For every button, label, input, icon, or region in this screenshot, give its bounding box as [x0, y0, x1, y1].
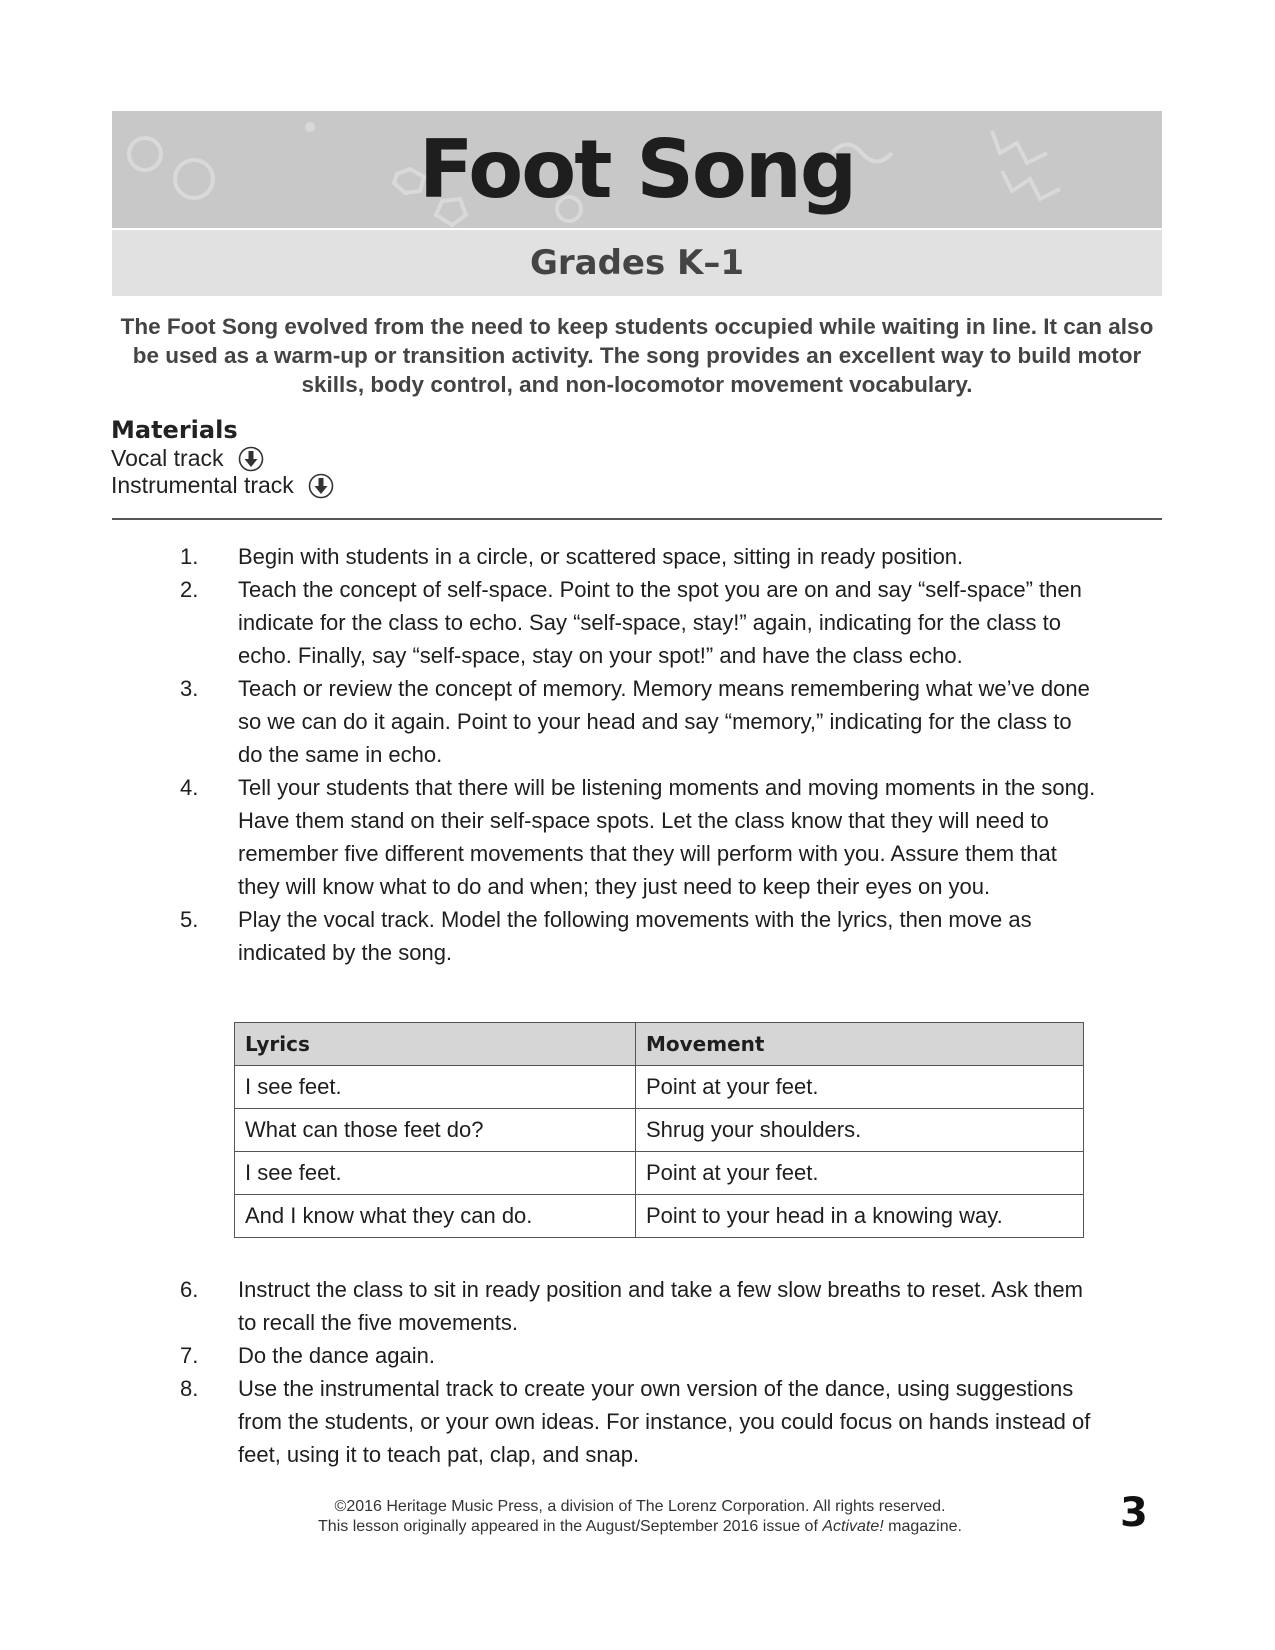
steps-list-continued — [180, 1273, 1100, 1471]
origin-text-end: magazine. — [883, 1518, 962, 1535]
step-number: 4. — [180, 775, 199, 800]
download-icon[interactable] — [238, 446, 264, 472]
magazine-name: Activate! — [822, 1518, 884, 1535]
copyright-line: ©2016 Heritage Music Press, a division of The Lorenz Corporation. All rights reserved. — [334, 1498, 946, 1515]
divider — [112, 518, 1162, 520]
step-number: 7. — [180, 1343, 199, 1368]
materials-section — [111, 415, 711, 499]
lyric-cell: What can those feet do? — [235, 1109, 636, 1152]
list-item — [180, 1273, 1100, 1339]
list-item — [180, 573, 1100, 672]
list-item — [180, 540, 1100, 573]
table-row — [235, 1152, 1084, 1195]
table-row — [235, 1195, 1084, 1238]
intro-paragraph: The Foot Song evolved from the need to keep students occupied while waiting in line. It can also be used as a warm-up or transition activity. The song provides an excellent way to build motor skills, body control, and non-locomotor movement vocabulary. — [120, 314, 1154, 397]
column-header-movement: Movement — [636, 1023, 1084, 1066]
materials-heading: Materials — [111, 416, 238, 444]
copyright-footer — [200, 1497, 1080, 1537]
step-text: Begin with students in a circle, or scattered space, sitting in ready position. — [238, 544, 964, 569]
material-label: Instrumental track — [111, 472, 294, 498]
title-banner — [112, 111, 1162, 228]
step-number: 8. — [180, 1376, 199, 1401]
page-number: 3 — [1120, 1490, 1148, 1536]
lyric-cell: I see feet. — [235, 1152, 636, 1195]
list-item — [180, 1339, 1100, 1372]
table-row — [235, 1109, 1084, 1152]
list-item — [180, 1372, 1100, 1471]
column-header-lyrics: Lyrics — [235, 1023, 636, 1066]
table-row — [235, 1066, 1084, 1109]
movement-cell: Point at your feet. — [636, 1066, 1084, 1109]
origin-line — [200, 1517, 1080, 1537]
grade-banner — [112, 230, 1162, 296]
list-item — [180, 903, 1100, 969]
lyric-cell: And I know what they can do. — [235, 1195, 636, 1238]
step-text: Do the dance again. — [238, 1343, 435, 1368]
step-number: 6. — [180, 1277, 199, 1302]
lyrics-movement-table — [234, 1022, 1084, 1238]
page-title: Foot Song — [418, 123, 856, 216]
movement-cell: Shrug your shoulders. — [636, 1109, 1084, 1152]
material-vocal-track — [111, 445, 711, 472]
material-label: Vocal track — [111, 445, 224, 471]
step-text: Play the vocal track. Model the following movements with the lyrics, then move as indicated by the song. — [238, 907, 1032, 965]
movement-cell: Point to your head in a knowing way. — [636, 1195, 1084, 1238]
step-text: Teach the concept of self-space. Point to the spot you are on and say “self-space” then indicate for the class to echo. Say “self-space, stay!” again, indicating for the class to echo. Finally, say “self-space, stay on your spot!” and have the class echo. — [238, 577, 1082, 668]
step-text: Use the instrumental track to create your own version of the dance, using suggestions from the students, or your own ideas. For instance, you could focus on hands instead of feet, using it to teach pat, clap, and snap. — [238, 1376, 1091, 1467]
steps-list — [180, 540, 1100, 969]
step-number: 1. — [180, 544, 199, 569]
step-text: Instruct the class to sit in ready position and take a few slow breaths to reset. Ask them to recall the five movements. — [238, 1277, 1083, 1335]
step-text: Teach or review the concept of memory. Memory means remembering what we’ve done so we can do it again. Point to your head and say “memory,” indicating for the class to do the same in echo. — [238, 676, 1090, 767]
grade-level: Grades K–1 — [529, 243, 745, 283]
step-number: 5. — [180, 907, 199, 932]
material-instrumental-track — [111, 472, 711, 499]
origin-text: This lesson originally appeared in the August/September 2016 issue of — [318, 1518, 823, 1535]
lyric-cell: I see feet. — [235, 1066, 636, 1109]
list-item — [180, 771, 1100, 903]
step-text: Tell your students that there will be listening moments and moving moments in the song. Have them stand on their self-space spots. Let the class know that they will need to remember five different movements that they will perform with you. Assure them that they will know what to do and when; they just need to keep their eyes on you. — [238, 775, 1096, 899]
step-number: 3. — [180, 676, 199, 701]
step-number: 2. — [180, 577, 199, 602]
table-header-row — [235, 1023, 1084, 1066]
list-item — [180, 672, 1100, 771]
download-icon[interactable] — [308, 473, 334, 499]
movement-cell: Point at your feet. — [636, 1152, 1084, 1195]
